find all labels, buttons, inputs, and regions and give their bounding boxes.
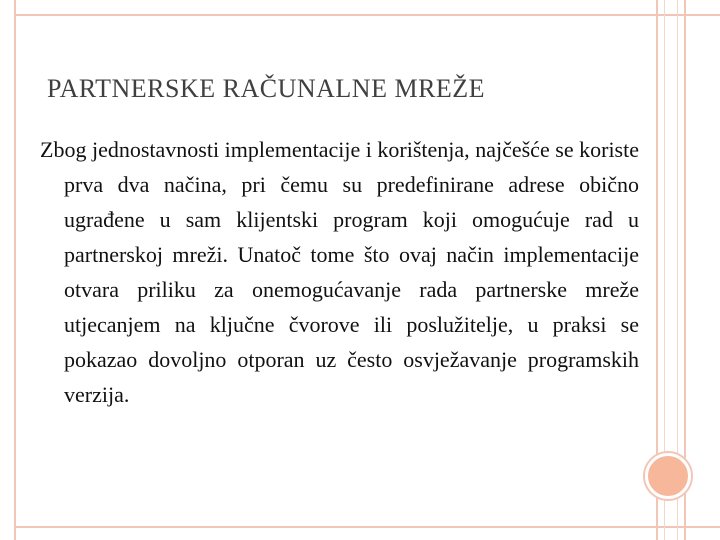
frame-top-line	[14, 14, 720, 16]
slide-title: PARTNERSKE RAČUNALNE MREŽE	[47, 74, 486, 103]
frame-bottom-line	[14, 526, 720, 528]
slide-paragraph: Zbog jednostavnosti implementacije i korištenja, najčešće se koriste prva dva načina, pri čemu su predefinirane adrese obično ugrađene u sam klijentski program koji omogućuje rad u partnerskoj mreži. Unatoč tome što ovaj način implementacije otvara priliku za onemogućavanje rada partnerske mreže utjecanjem na ključne čvorove ili poslužitelje, u praksi se pokazao dovoljno otporan uz često osvježavanje programskih verzija.	[40, 137, 639, 407]
decorative-circle	[645, 453, 691, 499]
frame-left-line	[14, 0, 16, 540]
